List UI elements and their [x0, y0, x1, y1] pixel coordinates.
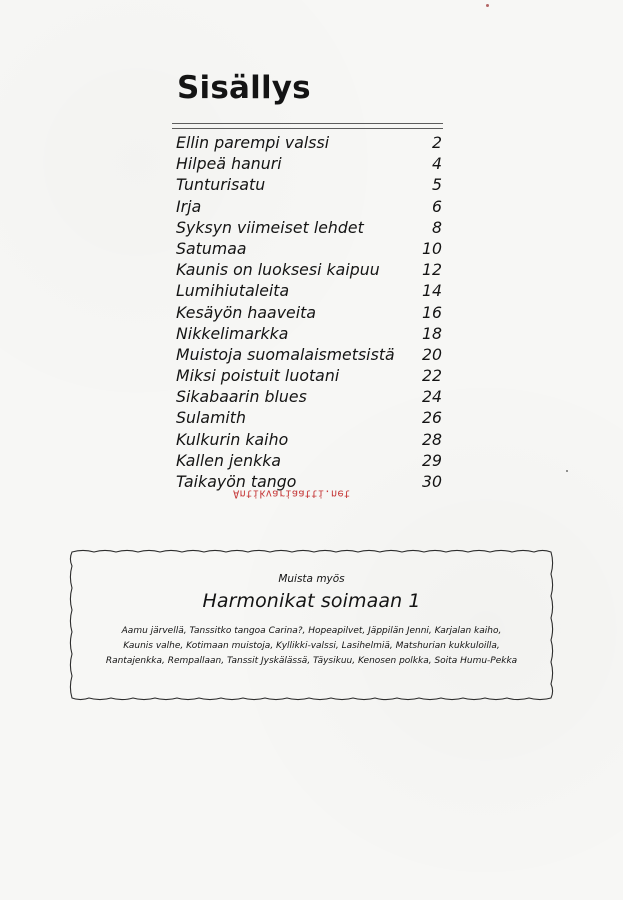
toc-entry — [176, 280, 442, 301]
toc-title: Tunturisatu — [176, 175, 266, 195]
reminder-kicker: Muista myös — [278, 573, 345, 585]
toc-page-number: 2 — [432, 133, 442, 152]
toc-page-number: 8 — [432, 217, 442, 237]
reminder-song-list: Aamu järvellä, Tanssitko tangoa Carina?, Hopeapilvet, Jäppilän Jenni, Karjalan kaiho, Kaunis valhe, Kotimaan muistoja, Kyllikki-valssi, Lasihelmiä, Matshurian kukkuloilla, Rantajenkka, Rempallaan, Tanssit Jyskälässä, Täysikuu, Kenosen polkka, Soita Humu-Pekka — [105, 626, 518, 666]
reminder-title: Harmonikat soimaan 1 — [202, 590, 421, 612]
toc-page-number: 16 — [422, 302, 442, 322]
toc-title: Ellin parempi valssi — [176, 133, 330, 152]
toc-title: Nikkelimarkka — [176, 323, 289, 343]
toc-title: Taikayön tango — [176, 472, 297, 491]
toc-page-number: 26 — [422, 408, 442, 428]
toc-page-number: 14 — [422, 281, 442, 301]
toc-title: Kaunis on luoksesi kaipuu — [176, 260, 380, 280]
toc-page-number: 30 — [422, 472, 442, 491]
toc-page-number: 5 — [432, 175, 442, 195]
toc-page-number: 6 — [432, 196, 442, 216]
toc-entry — [176, 174, 442, 195]
toc-title: Satumaa — [176, 238, 247, 258]
toc-title: Miksi poistuit luotani — [176, 366, 340, 386]
reminder-box — [83, 569, 540, 669]
toc-page-number: 12 — [422, 260, 442, 280]
toc-title: Kallen jenkka — [176, 450, 282, 470]
title-rule-lower — [172, 128, 443, 129]
toc-entry — [176, 429, 442, 450]
toc-title: Lumihiutaleita — [176, 281, 290, 301]
toc-page-number: 22 — [422, 366, 442, 386]
toc-title: Kulkurin kaiho — [176, 429, 289, 449]
toc-page-number: 20 — [422, 344, 442, 364]
toc-entry — [176, 365, 442, 386]
title-rule-upper — [172, 123, 443, 124]
toc-page-number: 28 — [422, 429, 442, 449]
toc-title: Irja — [176, 196, 202, 216]
toc-entry — [176, 238, 442, 259]
toc-entry — [176, 386, 442, 407]
toc-entry — [176, 217, 442, 238]
toc-entry — [176, 407, 442, 428]
toc-title: Sulamith — [176, 408, 247, 428]
toc-entry — [176, 450, 442, 471]
toc-page-number: 24 — [422, 387, 442, 407]
toc-page-number: 10 — [422, 238, 442, 258]
toc-entry — [176, 344, 442, 365]
toc-entry — [176, 132, 442, 153]
toc-entry — [176, 323, 442, 344]
toc-page-number: 29 — [422, 450, 442, 470]
paper-speck — [566, 470, 568, 472]
toc-title: Muistoja suomalaismetsistä — [176, 344, 395, 364]
toc-title: Sikabaarin blues — [176, 387, 307, 407]
toc-entry — [176, 196, 442, 217]
toc-title: Syksyn viimeiset lehdet — [176, 217, 364, 237]
watermark-text: Antikvariaatti.net — [233, 487, 351, 500]
toc-title: Hilpeä hanuri — [176, 154, 282, 174]
toc-entry — [176, 259, 442, 280]
toc-title: Kesäyön haaveita — [176, 302, 317, 322]
page-title: Sisällys — [177, 70, 311, 106]
toc-entry — [176, 153, 442, 174]
paper-speck — [486, 4, 489, 7]
table-of-contents — [176, 132, 442, 492]
toc-page-number: 4 — [432, 154, 442, 174]
toc-entry — [176, 302, 442, 323]
toc-page-number: 18 — [422, 323, 442, 343]
